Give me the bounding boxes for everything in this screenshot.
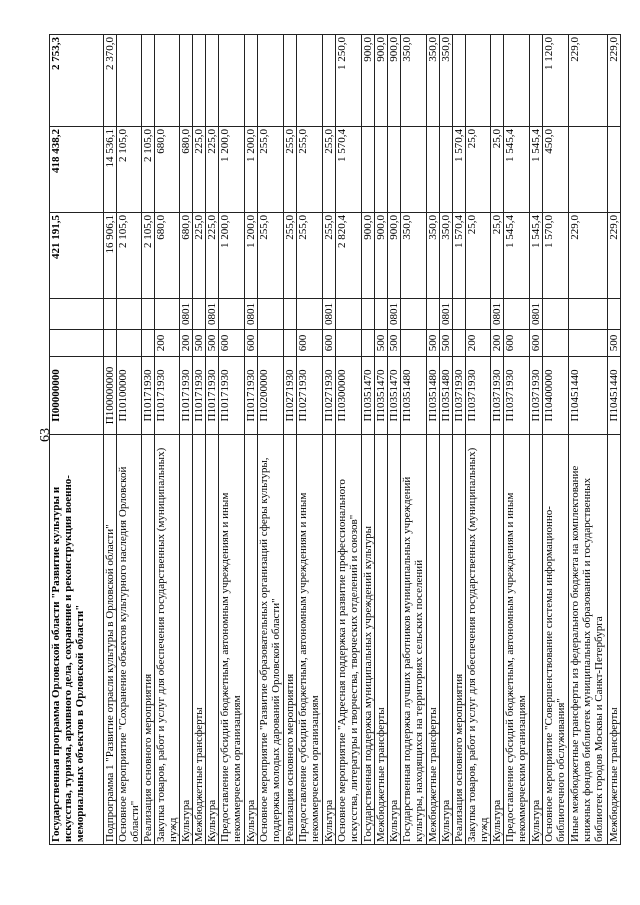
cell-v2023: 680,0 [180, 127, 193, 213]
cell-vr [142, 330, 155, 357]
cell-rz [142, 299, 155, 330]
cell-name: Предоставление субсидий бюджетным, автономным учреждениям и иным некоммерческим организациям [297, 435, 323, 845]
table-row [440, 35, 453, 845]
cell-csr: П10171930 [245, 357, 258, 435]
cell-name: Межбюджетные трансферты [427, 435, 440, 845]
cell-vr: 600 [530, 330, 543, 357]
cell-v2024: 900,0 [375, 35, 388, 127]
cell-vr: 600 [323, 330, 336, 357]
cell-v2023: 418 438,2 [50, 127, 104, 213]
cell-rz [193, 299, 206, 330]
cell-csr: П10351470 [388, 357, 401, 435]
cell-rz [375, 299, 388, 330]
cell-vr [336, 330, 362, 357]
table-row [362, 35, 375, 845]
cell-csr: П10371930 [504, 357, 530, 435]
cell-rz: 0801 [206, 299, 219, 330]
cell-v2023: 255,0 [258, 127, 284, 213]
cell-v2024 [258, 35, 284, 127]
table-row [284, 35, 297, 845]
cell-v2023: 255,0 [284, 127, 297, 213]
cell-csr: П10300000 [336, 357, 362, 435]
table-row [323, 35, 336, 845]
cell-v2023 [388, 127, 401, 213]
cell-v2024 [219, 35, 245, 127]
cell-csr: П10451440 [569, 357, 608, 435]
cell-name: Реализация основного мероприятия [453, 435, 466, 845]
cell-name: Закупка товаров, работ и услуг для обеспечения государственных (муниципальных) нужд [155, 435, 180, 845]
cell-csr: П10371930 [453, 357, 466, 435]
cell-v2024 [117, 35, 142, 127]
cell-v2022: 350,0 [401, 213, 427, 299]
cell-v2024 [245, 35, 258, 127]
cell-rz [362, 299, 375, 330]
table-row [155, 35, 180, 845]
cell-csr: П10451440 [608, 357, 621, 435]
cell-rz [466, 299, 491, 330]
cell-v2022: 255,0 [297, 213, 323, 299]
cell-name: Культура [245, 435, 258, 845]
cell-rz [504, 299, 530, 330]
cell-csr: П10351470 [375, 357, 388, 435]
cell-name: Основное мероприятие "Развитие образовательных организаций сферы культуры, поддержка молодых дарований Орловской области" [258, 435, 284, 845]
cell-rz [117, 299, 142, 330]
cell-v2024 [284, 35, 297, 127]
cell-v2023: 1 545,4 [530, 127, 543, 213]
cell-vr [543, 330, 569, 357]
cell-csr: П10371930 [466, 357, 491, 435]
cell-csr: П100000000 [104, 357, 117, 435]
cell-v2024: 900,0 [388, 35, 401, 127]
cell-name: Реализация основного мероприятия [284, 435, 297, 845]
budget-table [49, 34, 621, 845]
cell-name: Культура [206, 435, 219, 845]
cell-name: Государственная программа Орловской области "Развитие культуры и искусства, туризма, архивного дела, сохранение и реконструкция военно-мемориальных объектов в Орловской области" [50, 435, 104, 845]
cell-rz [297, 299, 323, 330]
table-row [336, 35, 362, 845]
cell-rz: 0801 [388, 299, 401, 330]
cell-v2024 [142, 35, 155, 127]
cell-v2024: 1 120,0 [543, 35, 569, 127]
cell-v2024: 2 753,3 [50, 35, 104, 127]
cell-name: Подпрограмма 1 "Развитие отрасли культуры в Орловской области" [104, 435, 117, 845]
cell-csr: П10171930 [193, 357, 206, 435]
cell-name: Культура [530, 435, 543, 845]
cell-vr: 200 [180, 330, 193, 357]
cell-vr [453, 330, 466, 357]
cell-v2022: 255,0 [258, 213, 284, 299]
cell-csr: П10171930 [219, 357, 245, 435]
cell-v2023: 14 536,1 [104, 127, 117, 213]
cell-rz [258, 299, 284, 330]
cell-v2024 [504, 35, 530, 127]
cell-name: Основное мероприятие "Сохранение объектов культурного наследия Орловской области" [117, 435, 142, 845]
table-row [297, 35, 323, 845]
table-row [258, 35, 284, 845]
cell-v2022: 25,0 [491, 213, 504, 299]
cell-v2022: 350,0 [427, 213, 440, 299]
cell-v2024: 229,0 [608, 35, 621, 127]
cell-vr: 600 [297, 330, 323, 357]
cell-vr: 500 [375, 330, 388, 357]
cell-rz [569, 299, 608, 330]
cell-csr: П10371930 [530, 357, 543, 435]
cell-vr [401, 330, 427, 357]
cell-rz: 0801 [245, 299, 258, 330]
table-row [180, 35, 193, 845]
cell-rz [104, 299, 117, 330]
cell-v2022: 255,0 [323, 213, 336, 299]
table-row [245, 35, 258, 845]
cell-v2022: 680,0 [155, 213, 180, 299]
cell-v2023: 255,0 [297, 127, 323, 213]
table-row [453, 35, 466, 845]
cell-rz [608, 299, 621, 330]
cell-name: Реализация основного мероприятия [142, 435, 155, 845]
cell-v2024 [193, 35, 206, 127]
cell-csr: П10271930 [284, 357, 297, 435]
cell-v2023: 1 570,4 [336, 127, 362, 213]
table-row [219, 35, 245, 845]
cell-v2023 [440, 127, 453, 213]
cell-v2023 [569, 127, 608, 213]
cell-v2023: 2 105,0 [117, 127, 142, 213]
cell-v2022: 1 545,4 [530, 213, 543, 299]
cell-v2023 [401, 127, 427, 213]
table-row [491, 35, 504, 845]
cell-v2022: 1 545,4 [504, 213, 530, 299]
cell-v2022: 1 570,4 [453, 213, 466, 299]
cell-rz [50, 299, 104, 330]
cell-v2022: 900,0 [362, 213, 375, 299]
cell-v2024: 350,0 [427, 35, 440, 127]
cell-v2023: 680,0 [155, 127, 180, 213]
cell-v2022: 16 906,1 [104, 213, 117, 299]
cell-csr: П10351480 [440, 357, 453, 435]
cell-v2022: 2 820,4 [336, 213, 362, 299]
cell-csr: П10400000 [543, 357, 569, 435]
cell-v2024 [530, 35, 543, 127]
cell-v2022: 255,0 [284, 213, 297, 299]
table-row [375, 35, 388, 845]
cell-v2022: 1 570,0 [543, 213, 569, 299]
cell-v2024 [297, 35, 323, 127]
table-row [50, 35, 104, 845]
cell-v2022: 225,0 [206, 213, 219, 299]
cell-csr: П10271930 [323, 357, 336, 435]
cell-v2024: 229,0 [569, 35, 608, 127]
cell-v2022: 225,0 [193, 213, 206, 299]
cell-rz: 0801 [180, 299, 193, 330]
cell-vr: 500 [608, 330, 621, 357]
table-row [206, 35, 219, 845]
cell-v2023: 450,0 [543, 127, 569, 213]
cell-rz [453, 299, 466, 330]
cell-v2023 [608, 127, 621, 213]
cell-v2024 [466, 35, 491, 127]
cell-csr: П00000000 [50, 357, 104, 435]
cell-vr: 500 [193, 330, 206, 357]
cell-v2023: 25,0 [466, 127, 491, 213]
cell-v2023: 1 545,4 [504, 127, 530, 213]
cell-rz: 0801 [323, 299, 336, 330]
cell-name: Основное мероприятие "Адресная поддержка и развитие профессионального искусства, литературы и творчества, творческих отделений и союзов" [336, 435, 362, 845]
cell-csr: П10171930 [206, 357, 219, 435]
cell-csr: П10171930 [180, 357, 193, 435]
cell-v2023: 1 200,0 [219, 127, 245, 213]
cell-vr: 500 [206, 330, 219, 357]
cell-vr: 200 [466, 330, 491, 357]
cell-csr: П10171930 [142, 357, 155, 435]
cell-name: Межбюджетные трансферты [193, 435, 206, 845]
cell-vr: 600 [219, 330, 245, 357]
cell-rz [401, 299, 427, 330]
cell-rz [543, 299, 569, 330]
cell-vr [569, 330, 608, 357]
cell-name: Предоставление субсидий бюджетным, автономным учреждениям и иным некоммерческим организациям [504, 435, 530, 845]
cell-v2022: 25,0 [466, 213, 491, 299]
cell-csr: П10351480 [427, 357, 440, 435]
cell-v2022: 900,0 [375, 213, 388, 299]
cell-vr: 200 [491, 330, 504, 357]
cell-v2024 [453, 35, 466, 127]
cell-v2022: 2 105,0 [142, 213, 155, 299]
cell-v2024: 350,0 [401, 35, 427, 127]
cell-csr: П10351470 [362, 357, 375, 435]
table-row [530, 35, 543, 845]
cell-vr: 600 [245, 330, 258, 357]
cell-v2023: 225,0 [193, 127, 206, 213]
table-row [142, 35, 155, 845]
rotated-table-container [49, 35, 619, 845]
cell-vr [362, 330, 375, 357]
cell-v2024: 2 370,0 [104, 35, 117, 127]
cell-vr: 500 [427, 330, 440, 357]
cell-v2024 [155, 35, 180, 127]
page-number: 63 [38, 428, 53, 442]
cell-vr: 500 [440, 330, 453, 357]
cell-v2023: 1 200,0 [245, 127, 258, 213]
cell-name: Иные межбюджетные трансферты из федерального бюджета на комплектование книжных фондов библиотек муниципальных образований и государственных библиотек городов Москвы и Санкт-Петербурга [569, 435, 608, 845]
cell-v2022: 1 200,0 [245, 213, 258, 299]
cell-v2024 [491, 35, 504, 127]
cell-name: Межбюджетные трансферты [608, 435, 621, 845]
cell-v2022: 680,0 [180, 213, 193, 299]
table-row [608, 35, 621, 845]
cell-v2022: 229,0 [569, 213, 608, 299]
cell-v2022: 229,0 [608, 213, 621, 299]
cell-v2023: 2 105,0 [142, 127, 155, 213]
table-row [401, 35, 427, 845]
cell-csr: П10100000 [117, 357, 142, 435]
cell-v2024: 900,0 [362, 35, 375, 127]
cell-v2022: 1 200,0 [219, 213, 245, 299]
cell-v2024 [180, 35, 193, 127]
cell-v2022: 350,0 [440, 213, 453, 299]
cell-v2022: 900,0 [388, 213, 401, 299]
cell-rz [219, 299, 245, 330]
cell-name: Культура [491, 435, 504, 845]
cell-v2024 [206, 35, 219, 127]
cell-name: Закупка товаров, работ и услуг для обеспечения государственных (муниципальных) нужд [466, 435, 491, 845]
cell-v2024: 350,0 [440, 35, 453, 127]
table-row [504, 35, 530, 845]
cell-v2023: 255,0 [323, 127, 336, 213]
cell-vr [50, 330, 104, 357]
cell-csr: П10351480 [401, 357, 427, 435]
cell-name: Государственная поддержка муниципальных учреждений культуры [362, 435, 375, 845]
cell-rz [336, 299, 362, 330]
cell-v2023: 225,0 [206, 127, 219, 213]
cell-v2022: 2 105,0 [117, 213, 142, 299]
cell-vr [258, 330, 284, 357]
cell-v2023 [427, 127, 440, 213]
cell-vr [117, 330, 142, 357]
cell-name: Государственная поддержка лучших работников муниципальных учреждений культуры, находящихся на территориях сельских поселений [401, 435, 427, 845]
cell-name: Культура [440, 435, 453, 845]
cell-vr [104, 330, 117, 357]
cell-name: Культура [388, 435, 401, 845]
cell-name: Межбюджетные трансферты [375, 435, 388, 845]
cell-name: Предоставление субсидий бюджетным, автономным учреждениям и иным некоммерческим организациям [219, 435, 245, 845]
cell-v2023: 1 570,4 [453, 127, 466, 213]
table-row [104, 35, 117, 845]
table-row [193, 35, 206, 845]
cell-v2023: 25,0 [491, 127, 504, 213]
table-row [427, 35, 440, 845]
table-row [466, 35, 491, 845]
cell-csr: П10200000 [258, 357, 284, 435]
cell-rz [427, 299, 440, 330]
cell-csr: П10171930 [155, 357, 180, 435]
cell-name: Культура [180, 435, 193, 845]
cell-rz: 0801 [491, 299, 504, 330]
cell-name: Культура [323, 435, 336, 845]
cell-v2023 [362, 127, 375, 213]
cell-vr: 600 [504, 330, 530, 357]
cell-vr: 500 [388, 330, 401, 357]
cell-vr: 200 [155, 330, 180, 357]
cell-rz: 0801 [440, 299, 453, 330]
table-row [117, 35, 142, 845]
cell-rz [284, 299, 297, 330]
cell-v2022: 421 191,5 [50, 213, 104, 299]
table-row [388, 35, 401, 845]
table-row [543, 35, 569, 845]
cell-csr: П10271930 [297, 357, 323, 435]
cell-rz: 0801 [530, 299, 543, 330]
cell-csr: П10371930 [491, 357, 504, 435]
cell-rz [155, 299, 180, 330]
cell-v2024: 1 250,0 [336, 35, 362, 127]
table-row [569, 35, 608, 845]
cell-vr [284, 330, 297, 357]
cell-v2024 [323, 35, 336, 127]
cell-name: Основное мероприятие "Совершенствование системы информационно-библиотечного обслуживания" [543, 435, 569, 845]
cell-v2023 [375, 127, 388, 213]
